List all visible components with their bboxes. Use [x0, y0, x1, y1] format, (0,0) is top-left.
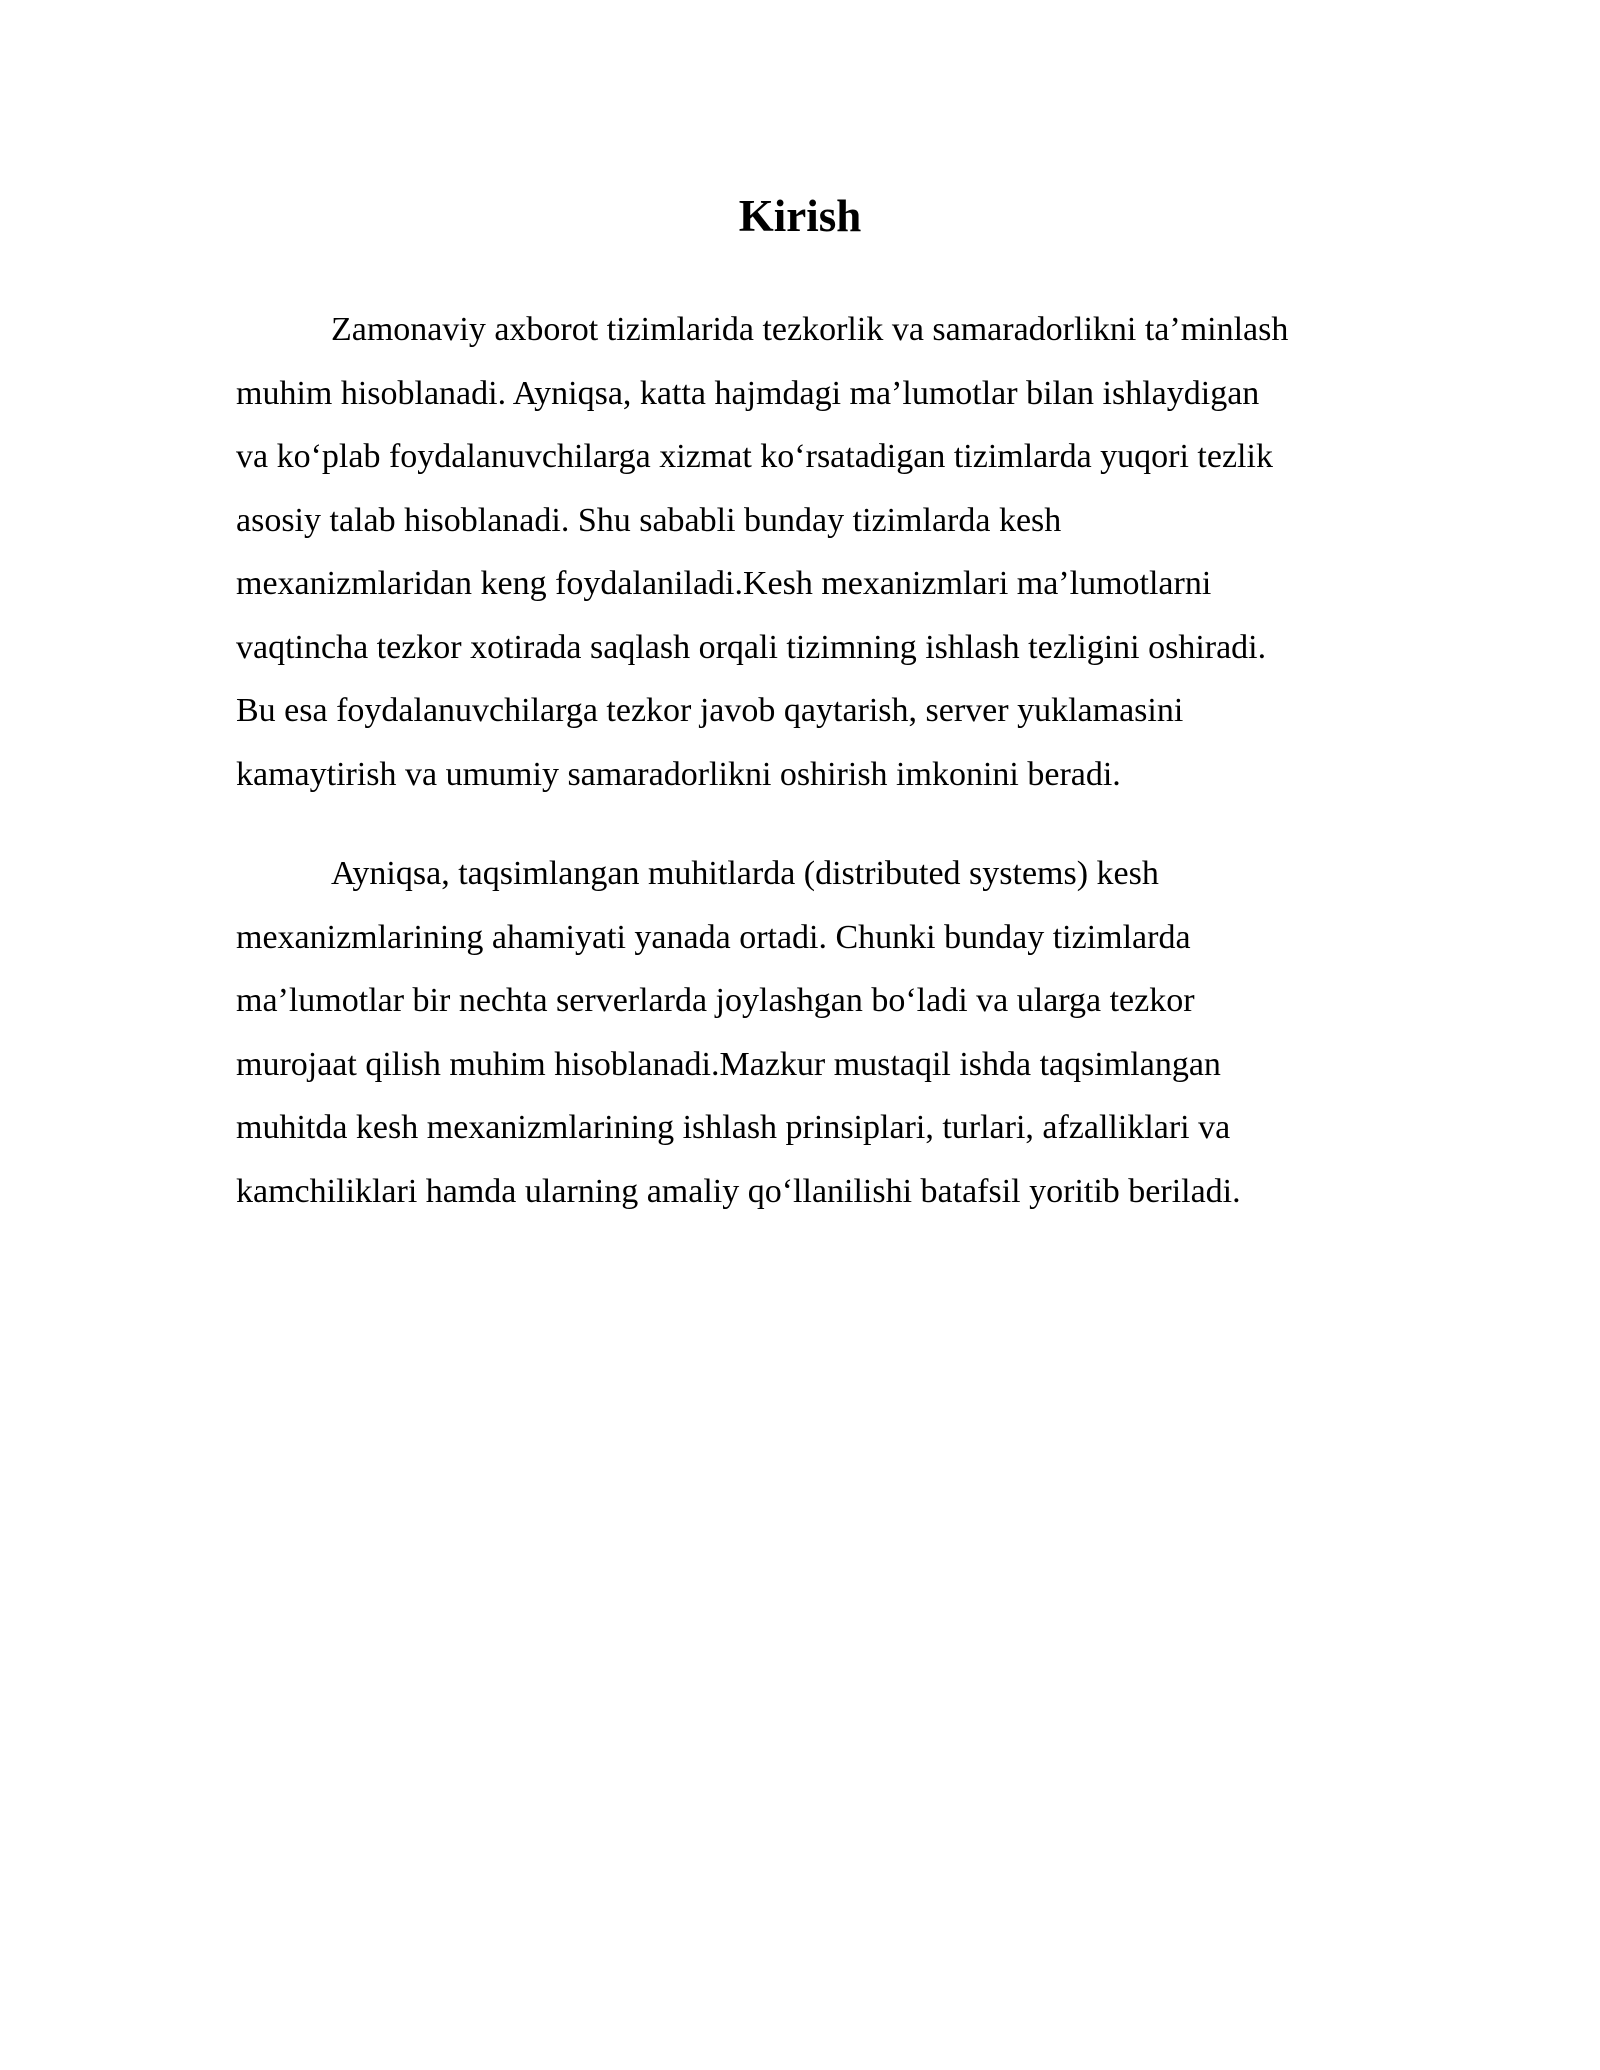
paragraph-2-line: mexanizmlarining ahamiyati yanada ortadi. Chunki bunday tizimlarda — [236, 918, 1191, 956]
paragraph-1-line: mexanizmlaridan keng foydalaniladi.Kesh mexanizmlari ma’lumotlarni — [236, 565, 1212, 602]
paragraph-2-line: kamchiliklari hamda ularning amaliy qo‘llanilishi batafsil yoritib beriladi. — [236, 1172, 1241, 1210]
paragraph-2 — [236, 842, 1241, 1223]
paragraph-1-line: asosiy talab hisoblanadi. Shu sababli bunday tizimlarda kesh — [236, 501, 1062, 539]
paragraph-1-line: Bu esa foydalanuvchilarga tezkor javob qaytarish, server yuklamasini — [236, 692, 1184, 729]
paragraph-2-line: ma’lumotlar bir nechta serverlarda joylashgan bo‘ladi va ularga tezkor — [236, 982, 1195, 1019]
page-title: Kirish — [738, 191, 862, 241]
paragraph-1-line: kamaytirish va umumiy samaradorlikni oshirish imkonini beradi. — [236, 755, 1121, 793]
paragraph-2-line: muhitda kesh mexanizmlarining ishlash prinsiplari, turlari, afzalliklari va — [236, 1109, 1231, 1146]
paragraph-1-line: muhim hisoblanadi. Ayniqsa, katta hajmdagi ma’lumotlar bilan ishlaydigan — [236, 374, 1260, 412]
paragraph-1-line: Zamonaviy axborot tizimlarida tezkorlik va samaradorlikni ta’minlash — [331, 311, 1289, 348]
paragraph-1 — [236, 298, 1288, 806]
paragraph-2-line: murojaat qilish muhim hisoblanadi.Mazkur mustaqil ishda taqsimlangan — [236, 1045, 1221, 1083]
paragraph-1-line: vaqtincha tezkor xotirada saqlash orqali tizimning ishlash tezligini oshiradi. — [236, 628, 1267, 666]
paragraph-2-line: Ayniqsa, taqsimlangan muhitlarda (distributed systems) kesh — [331, 855, 1159, 892]
paragraph-1-line: va ko‘plab foydalanuvchilarga xizmat ko‘rsatadigan tizimlarda yuqori tezlik — [236, 438, 1273, 475]
